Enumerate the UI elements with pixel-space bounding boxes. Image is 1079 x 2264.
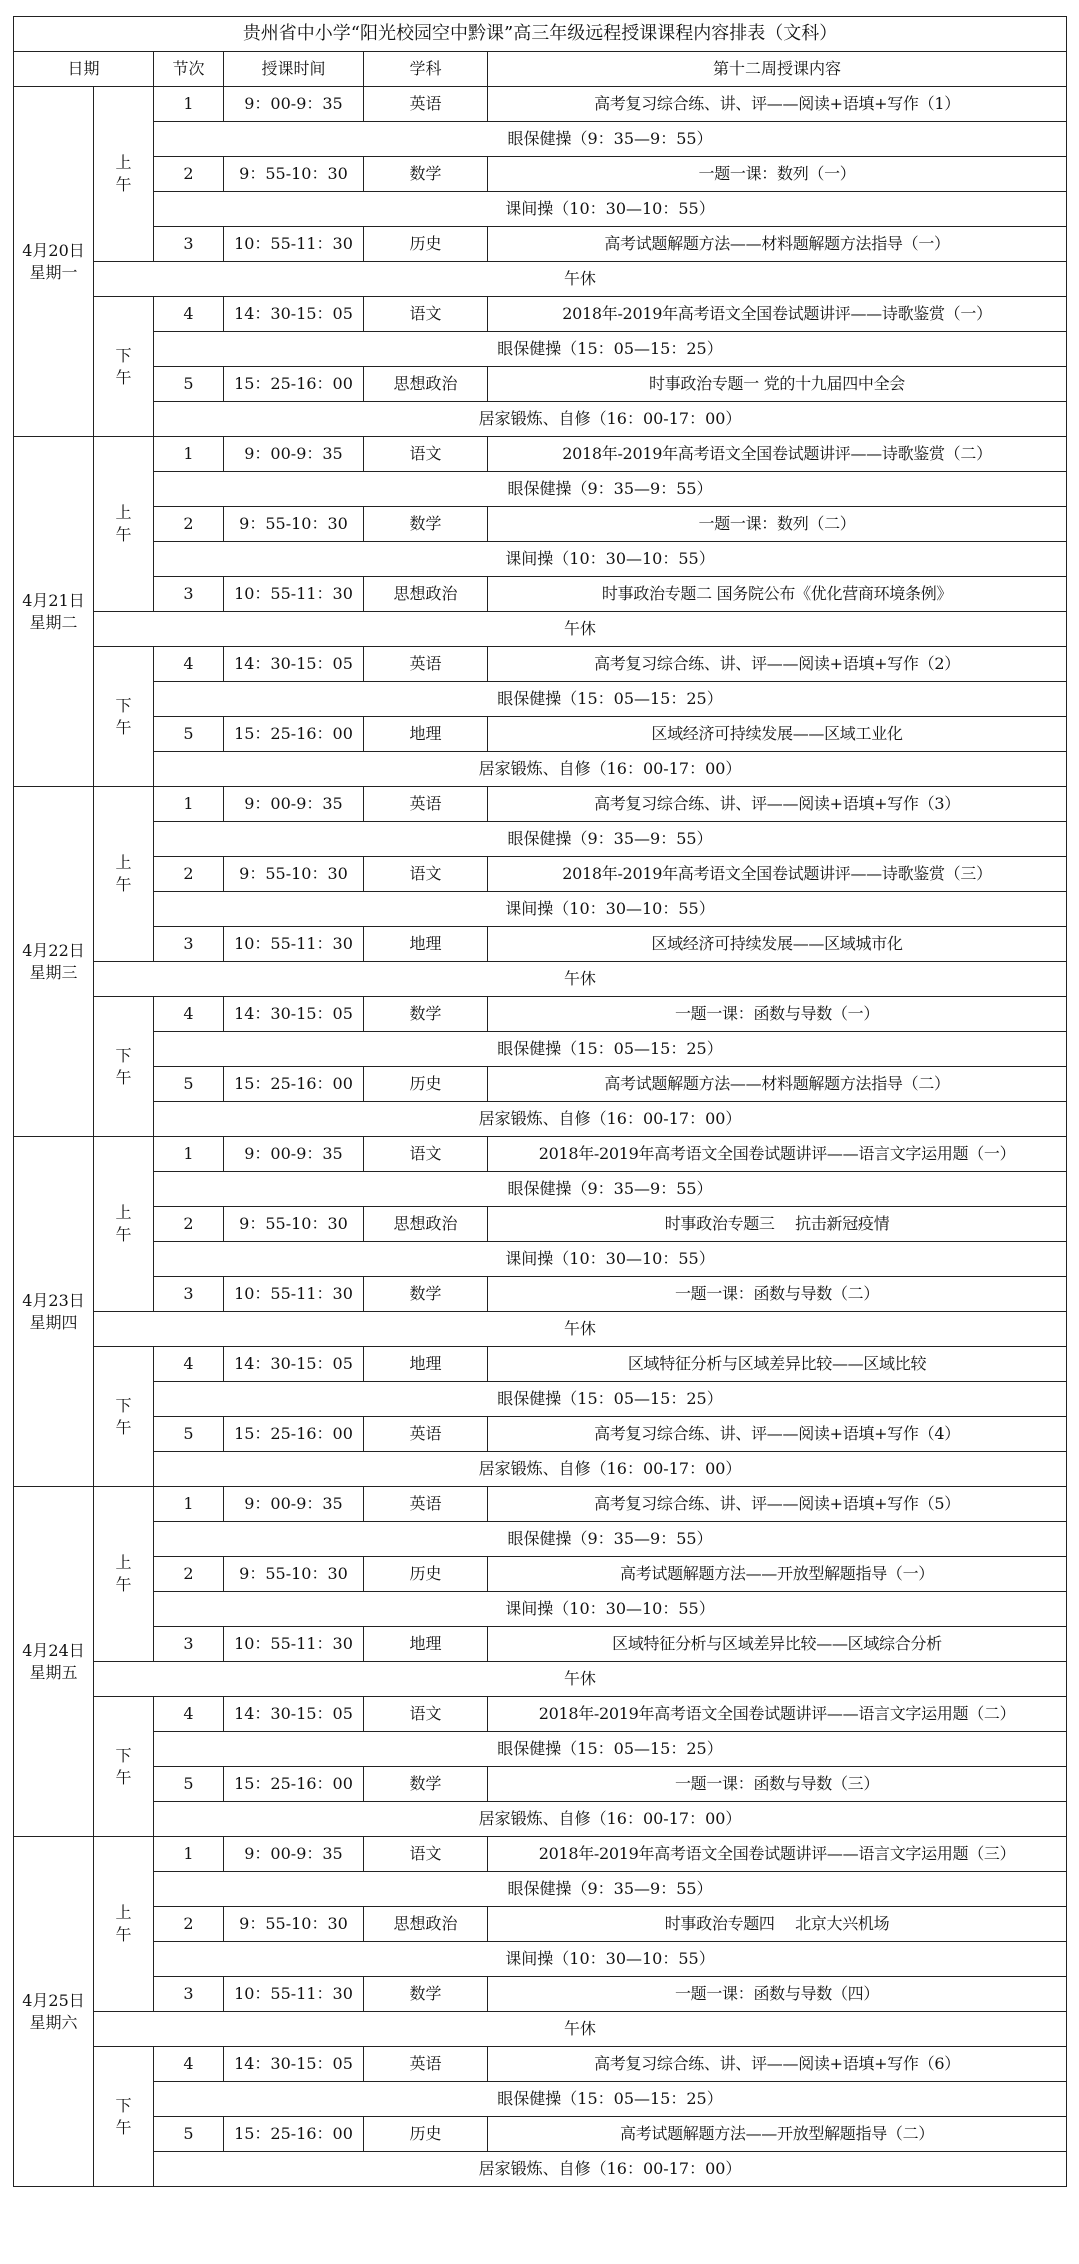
lesson-time: 10：55-11：30 [224, 927, 364, 962]
lesson-subject: 英语 [364, 87, 488, 122]
lesson-time: 9：55-10：30 [224, 507, 364, 542]
lesson-row [14, 1487, 1067, 1522]
period-morning-label: 上午 [115, 1903, 132, 1944]
lesson-subject: 思想政治 [364, 577, 488, 612]
lesson-content: 高考复习综合练、讲、评——阅读+语填+写作（5） [488, 1487, 1067, 1522]
lesson-content: 高考复习综合练、讲、评——阅读+语填+写作（6） [488, 2047, 1067, 2082]
lesson-number: 1 [154, 87, 224, 122]
break-exercise: 课间操（10：30—10：55） [154, 542, 1067, 577]
lesson-number: 3 [154, 227, 224, 262]
lesson-subject: 历史 [364, 1067, 488, 1102]
lesson-subject: 语文 [364, 1837, 488, 1872]
break-exercise: 课间操（10：30—10：55） [154, 1592, 1067, 1627]
period-morning [94, 87, 154, 262]
lesson-content: 2018年-2019年高考语文全国卷试题讲评——语言文字运用题（三） [488, 1837, 1067, 1872]
date-text: 4月21日 [22, 590, 85, 610]
lesson-row [14, 87, 1067, 122]
date-cell [14, 787, 94, 1137]
lesson-number: 1 [154, 437, 224, 472]
break-eye-exercise: 眼保健操（9：35—9：55） [154, 472, 1067, 507]
lesson-row [14, 1837, 1067, 1872]
lesson-row [14, 1137, 1067, 1172]
period-afternoon-label: 下午 [115, 345, 132, 387]
lesson-number: 2 [154, 157, 224, 192]
lesson-content: 高考试题解题方法——开放型解题指导（一） [488, 1557, 1067, 1592]
lesson-time: 9：55-10：30 [224, 857, 364, 892]
lesson-subject: 语文 [364, 437, 488, 472]
period-morning [94, 1137, 154, 1312]
lesson-number: 4 [154, 1347, 224, 1382]
lesson-subject: 语文 [364, 297, 488, 332]
lesson-subject: 地理 [364, 717, 488, 752]
lesson-subject: 英语 [364, 1417, 488, 1452]
lesson-content: 一题一课：函数与导数（一） [488, 997, 1067, 1032]
lesson-subject: 地理 [364, 1347, 488, 1382]
schedule-body [14, 87, 1067, 2187]
schedule-table [13, 16, 1067, 2187]
break-eye-exercise: 眼保健操（9：35—9：55） [154, 1872, 1067, 1907]
lesson-content: 2018年-2019年高考语文全国卷试题讲评——语言文字运用题（二） [488, 1697, 1067, 1732]
lesson-subject: 数学 [364, 157, 488, 192]
lesson-content: 一题一课：函数与导数（四） [488, 1977, 1067, 2012]
period-morning [94, 1837, 154, 2012]
period-morning-label: 上午 [115, 153, 132, 194]
period-afternoon [94, 1347, 154, 1487]
period-afternoon [94, 1697, 154, 1837]
lesson-time: 10：55-11：30 [224, 227, 364, 262]
period-morning [94, 437, 154, 612]
lesson-content: 区域经济可持续发展——区域城市化 [488, 927, 1067, 962]
period-afternoon [94, 297, 154, 437]
lesson-number: 3 [154, 1977, 224, 2012]
break-noon: 午休 [94, 262, 1067, 297]
lesson-time: 9：00-9：35 [224, 787, 364, 822]
lesson-number: 1 [154, 1837, 224, 1872]
lesson-time: 14：30-15：05 [224, 647, 364, 682]
lesson-number: 2 [154, 1207, 224, 1242]
header-time: 授课时间 [224, 52, 364, 87]
lesson-time: 10：55-11：30 [224, 1627, 364, 1662]
break-exercise: 课间操（10：30—10：55） [154, 1942, 1067, 1977]
date-cell [14, 87, 94, 437]
lesson-subject: 历史 [364, 2117, 488, 2152]
break-eye-exercise: 眼保健操（9：35—9：55） [154, 122, 1067, 157]
date-cell [14, 437, 94, 787]
lesson-content: 高考复习综合练、讲、评——阅读+语填+写作（4） [488, 1417, 1067, 1452]
period-afternoon [94, 997, 154, 1137]
break-eye-exercise: 眼保健操（15：05—15：25） [154, 332, 1067, 367]
break-noon: 午休 [94, 1312, 1067, 1347]
lesson-number: 5 [154, 1067, 224, 1102]
lesson-time: 15：25-16：00 [224, 1417, 364, 1452]
lesson-subject: 思想政治 [364, 1907, 488, 1942]
break-exercise: 课间操（10：30—10：55） [154, 892, 1067, 927]
break-home-study: 居家锻炼、自修（16：00-17：00） [154, 1452, 1067, 1487]
period-morning [94, 787, 154, 962]
lesson-time: 9：00-9：35 [224, 437, 364, 472]
lesson-number: 4 [154, 647, 224, 682]
lesson-subject: 思想政治 [364, 367, 488, 402]
break-noon: 午休 [94, 1662, 1067, 1697]
lesson-content: 2018年-2019年高考语文全国卷试题讲评——诗歌鉴赏（三） [488, 857, 1067, 892]
lesson-number: 5 [154, 367, 224, 402]
schedule-sheet [13, 16, 1066, 2187]
lesson-number: 4 [154, 997, 224, 1032]
break-eye-exercise: 眼保健操（15：05—15：25） [154, 1732, 1067, 1767]
lesson-content: 2018年-2019年高考语文全国卷试题讲评——语言文字运用题（一） [488, 1137, 1067, 1172]
lesson-row [14, 437, 1067, 472]
header-row [14, 52, 1067, 87]
lesson-time: 14：30-15：05 [224, 1697, 364, 1732]
break-eye-exercise: 眼保健操（9：35—9：55） [154, 1522, 1067, 1557]
break-eye-exercise: 眼保健操（15：05—15：25） [154, 682, 1067, 717]
lesson-row [14, 787, 1067, 822]
lesson-content: 时事政治专题四 北京大兴机场 [488, 1907, 1067, 1942]
lesson-time: 9：00-9：35 [224, 1487, 364, 1522]
lesson-content: 高考复习综合练、讲、评——阅读+语填+写作（1） [488, 87, 1067, 122]
lesson-subject: 英语 [364, 787, 488, 822]
date-text: 4月24日 [22, 1640, 85, 1660]
lesson-number: 3 [154, 577, 224, 612]
lesson-subject: 地理 [364, 927, 488, 962]
lesson-number: 5 [154, 2117, 224, 2152]
lesson-time: 9：00-9：35 [224, 87, 364, 122]
period-afternoon [94, 647, 154, 787]
break-home-study: 居家锻炼、自修（16：00-17：00） [154, 752, 1067, 787]
lesson-subject: 英语 [364, 647, 488, 682]
break-home-study: 居家锻炼、自修（16：00-17：00） [154, 402, 1067, 437]
header-content: 第十二周授课内容 [488, 52, 1067, 87]
period-morning-label: 上午 [115, 503, 132, 544]
date-cell [14, 1837, 94, 2187]
break-home-study: 居家锻炼、自修（16：00-17：00） [154, 1802, 1067, 1837]
lesson-content: 区域特征分析与区域差异比较——区域综合分析 [488, 1627, 1067, 1662]
break-noon: 午休 [94, 612, 1067, 647]
lesson-number: 2 [154, 1557, 224, 1592]
lesson-subject: 语文 [364, 1137, 488, 1172]
lesson-time: 9：55-10：30 [224, 1207, 364, 1242]
date-cell [14, 1137, 94, 1487]
weekday-text: 星期六 [29, 2012, 78, 2032]
lesson-content: 高考试题解题方法——开放型解题指导（二） [488, 2117, 1067, 2152]
date-text: 4月25日 [22, 1990, 85, 2010]
lesson-content: 时事政治专题一 党的十九届四中全会 [488, 367, 1067, 402]
weekday-text: 星期四 [29, 1312, 78, 1332]
lesson-content: 高考试题解题方法——材料题解题方法指导（一） [488, 227, 1067, 262]
lesson-number: 3 [154, 1277, 224, 1312]
lesson-number: 5 [154, 1417, 224, 1452]
period-afternoon-label: 下午 [115, 695, 132, 737]
lesson-number: 4 [154, 1697, 224, 1732]
lesson-number: 2 [154, 857, 224, 892]
lesson-content: 区域特征分析与区域差异比较——区域比较 [488, 1347, 1067, 1382]
lesson-subject: 数学 [364, 507, 488, 542]
lesson-number: 4 [154, 297, 224, 332]
lesson-time: 15：25-16：00 [224, 2117, 364, 2152]
lesson-number: 2 [154, 507, 224, 542]
date-text: 4月22日 [22, 940, 85, 960]
lesson-content: 时事政治专题三 抗击新冠疫情 [488, 1207, 1067, 1242]
break-noon: 午休 [94, 2012, 1067, 2047]
lesson-time: 15：25-16：00 [224, 367, 364, 402]
period-afternoon-label: 下午 [115, 1395, 132, 1437]
lesson-content: 区域经济可持续发展——区域工业化 [488, 717, 1067, 752]
break-eye-exercise: 眼保健操（9：35—9：55） [154, 1172, 1067, 1207]
lesson-time: 10：55-11：30 [224, 1977, 364, 2012]
date-text: 4月23日 [22, 1290, 85, 1310]
lesson-number: 1 [154, 787, 224, 822]
lesson-time: 9：55-10：30 [224, 1907, 364, 1942]
lesson-content: 2018年-2019年高考语文全国卷试题讲评——诗歌鉴赏（二） [488, 437, 1067, 472]
lesson-time: 9：00-9：35 [224, 1137, 364, 1172]
lesson-time: 15：25-16：00 [224, 1767, 364, 1802]
lesson-time: 15：25-16：00 [224, 717, 364, 752]
weekday-text: 星期一 [29, 262, 78, 282]
header-lesson: 节次 [154, 52, 224, 87]
lesson-subject: 地理 [364, 1627, 488, 1662]
lesson-content: 2018年-2019年高考语文全国卷试题讲评——诗歌鉴赏（一） [488, 297, 1067, 332]
lesson-subject: 英语 [364, 2047, 488, 2082]
lesson-subject: 历史 [364, 1557, 488, 1592]
lesson-time: 14：30-15：05 [224, 1347, 364, 1382]
lesson-content: 高考复习综合练、讲、评——阅读+语填+写作（2） [488, 647, 1067, 682]
period-morning-label: 上午 [115, 853, 132, 894]
lesson-content: 一题一课：函数与导数（二） [488, 1277, 1067, 1312]
lesson-time: 9：55-10：30 [224, 157, 364, 192]
lesson-time: 14：30-15：05 [224, 997, 364, 1032]
period-afternoon [94, 2047, 154, 2187]
lesson-time: 9：00-9：35 [224, 1837, 364, 1872]
lesson-number: 3 [154, 927, 224, 962]
lesson-subject: 语文 [364, 857, 488, 892]
header-date: 日期 [14, 52, 154, 87]
break-eye-exercise: 眼保健操（15：05—15：25） [154, 1382, 1067, 1417]
lesson-number: 1 [154, 1487, 224, 1522]
period-morning-label: 上午 [115, 1553, 132, 1594]
period-afternoon-label: 下午 [115, 1045, 132, 1087]
break-noon: 午休 [94, 962, 1067, 997]
lesson-subject: 语文 [364, 1697, 488, 1732]
break-exercise: 课间操（10：30—10：55） [154, 192, 1067, 227]
lesson-subject: 数学 [364, 1277, 488, 1312]
lesson-number: 2 [154, 1907, 224, 1942]
lesson-subject: 数学 [364, 997, 488, 1032]
lesson-subject: 历史 [364, 227, 488, 262]
period-morning-label: 上午 [115, 1203, 132, 1244]
lesson-content: 高考复习综合练、讲、评——阅读+语填+写作（3） [488, 787, 1067, 822]
lesson-content: 高考试题解题方法——材料题解题方法指导（二） [488, 1067, 1067, 1102]
lesson-number: 3 [154, 1627, 224, 1662]
lesson-time: 14：30-15：05 [224, 2047, 364, 2082]
period-morning [94, 1487, 154, 1662]
period-afternoon-label: 下午 [115, 1745, 132, 1787]
lesson-subject: 数学 [364, 1977, 488, 2012]
lesson-number: 1 [154, 1137, 224, 1172]
period-afternoon-label: 下午 [115, 2095, 132, 2137]
break-eye-exercise: 眼保健操（9：35—9：55） [154, 822, 1067, 857]
weekday-text: 星期二 [29, 612, 78, 632]
break-exercise: 课间操（10：30—10：55） [154, 1242, 1067, 1277]
lesson-subject: 英语 [364, 1487, 488, 1522]
table-title: 贵州省中小学“阳光校园空中黔课”高三年级远程授课课程内容排表（文科） [14, 17, 1067, 52]
lesson-time: 10：55-11：30 [224, 1277, 364, 1312]
break-home-study: 居家锻炼、自修（16：00-17：00） [154, 1102, 1067, 1137]
lesson-subject: 数学 [364, 1767, 488, 1802]
date-cell [14, 1487, 94, 1837]
lesson-subject: 思想政治 [364, 1207, 488, 1242]
lesson-content: 一题一课：数列（一） [488, 157, 1067, 192]
lesson-number: 5 [154, 1767, 224, 1802]
lesson-number: 5 [154, 717, 224, 752]
break-home-study: 居家锻炼、自修（16：00-17：00） [154, 2152, 1067, 2187]
header-subject: 学科 [364, 52, 488, 87]
lesson-time: 15：25-16：00 [224, 1067, 364, 1102]
break-eye-exercise: 眼保健操（15：05—15：25） [154, 2082, 1067, 2117]
lesson-time: 14：30-15：05 [224, 297, 364, 332]
break-eye-exercise: 眼保健操（15：05—15：25） [154, 1032, 1067, 1067]
lesson-content: 一题一课：数列（二） [488, 507, 1067, 542]
weekday-text: 星期三 [29, 962, 78, 982]
date-text: 4月20日 [22, 240, 85, 260]
weekday-text: 星期五 [29, 1662, 78, 1682]
lesson-time: 10：55-11：30 [224, 577, 364, 612]
lesson-content: 一题一课：函数与导数（三） [488, 1767, 1067, 1802]
lesson-number: 4 [154, 2047, 224, 2082]
lesson-content: 时事政治专题二 国务院公布《优化营商环境条例》 [488, 577, 1067, 612]
lesson-time: 9：55-10：30 [224, 1557, 364, 1592]
